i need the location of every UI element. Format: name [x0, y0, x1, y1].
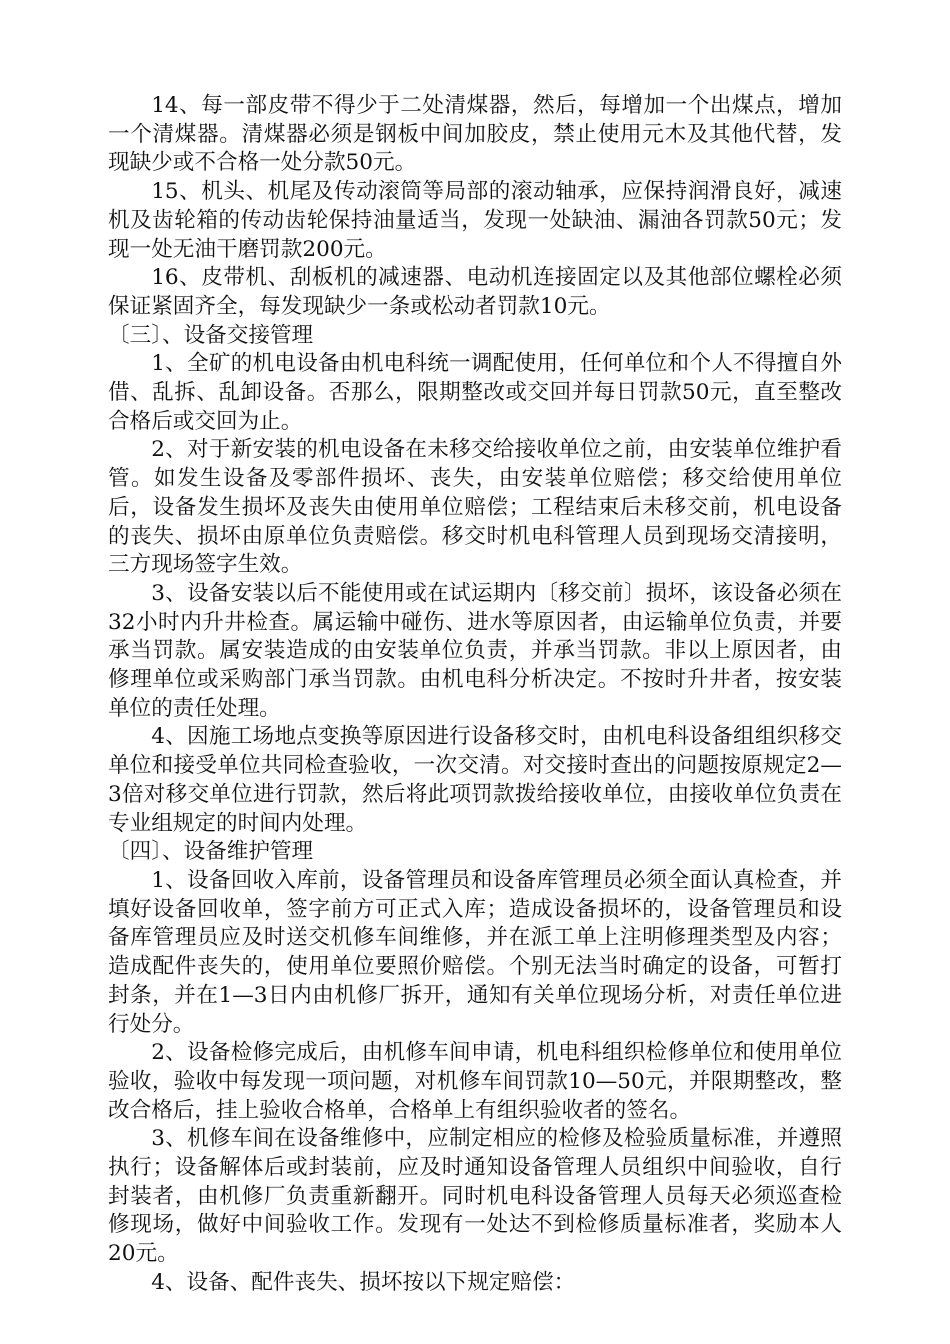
paragraph-item-16: 16、皮带机、刮板机的减速器、电动机连接固定以及其他部位螺栓必须保证紧固齐全，每发现缺少一条或松动者罚款10元。	[108, 265, 842, 319]
section-heading-4: 〔四〕、设备维护管理	[108, 839, 314, 865]
paragraph-handover-1: 1、全矿的机电设备由机电科统一调配使用，任何单位和个人不得擅自外借、乱拆、乱卸设备。否那么，限期整改或交回并每日罚款50元，直至整改合格后或交回为止。	[108, 351, 842, 434]
paragraph-maintenance-1: 1、设备回收入库前，设备管理员和设备库管理员必须全面认真检查，并填好设备回收单，签字前方可正式入库；造成设备损坏的，设备管理员和设备库管理员应及时送交机修车间维修，并在派工单上注明修理类型及内容；造成配件丧失的，使用单位要照价赔偿。个别无法当时确定的设备，可暂打封条，并在1—3日内由机修厂拆开，通知有关单位现场分析，对责任单位进行处分。	[108, 867, 842, 1037]
paragraph-maintenance-4: 4、设备、配件丧失、损坏按以下规定赔偿：	[151, 1269, 576, 1295]
paragraph-item-14: 14、每一部皮带不得少于二处清煤器，然后，每增加一个出煤点，增加一个清煤器。清煤器必须是钢板中间加胶皮，禁止使用元木及其他代替，发现缺少或不合格一处分款50元。	[108, 93, 842, 176]
paragraph-maintenance-3: 3、机修车间在设备维修中，应制定相应的检修及检验质量标准，并遵照执行；设备解体后或封装前，应及时通知设备管理人员组织中间验收，自行封装者，由机修厂负责重新翻开。同时机电科设备管理人员每天必须巡查检修现场，做好中间验收工作。发现有一处达不到检修质量标准者，奖励本人20元。	[108, 1126, 842, 1267]
paragraph-handover-2: 2、对于新安装的机电设备在未移交给接收单位之前，由安装单位维护看管。如发生设备及零部件损坏、丧失，由安装单位赔偿；移交给使用单位后，设备发生损坏及丧失由使用单位赔偿；工程结束后未移交前，机电设备的丧失、损坏由原单位负责赔偿。移交时机电科管理人员到现场交清接明，三方现场签字生效。	[108, 437, 842, 578]
paragraph-handover-3: 3、设备安装以后不能使用或在试运期内〔移交前〕损坏，该设备必须在32小时内升井检查。属运输中碰伤、进水等原因者，由运输单位负责，并要承当罚款。属安装造成的由安装单位负责，并承当罚款。非以上原因者，由修理单位或采购部门承当罚款。由机电科分析决定。不按时升井者，按安装单位的责任处理。	[108, 580, 842, 721]
section-heading-3: 〔三〕、设备交接管理	[108, 322, 314, 348]
paragraph-handover-4: 4、因施工场地点变换等原因进行设备移交时，由机电科设备组组织移交单位和接受单位共同检查验收，一次交清。对交接时查出的问题按原规定2—3倍对移交单位进行罚款，然后将此项罚款拨给接收单位，由接收单位负责在专业组规定的时间内处理。	[108, 724, 842, 836]
paragraph-maintenance-2: 2、设备检修完成后，由机修车间申请，机电科组织检修单位和使用单位验收，验收中每发现一项问题，对机修车间罚款10—50元，并限期整改，整改合格后，挂上验收合格单，合格单上有组织验收者的签名。	[108, 1040, 842, 1123]
document-page	[108, 92, 842, 1298]
paragraph-item-15: 15、机头、机尾及传动滚筒等局部的滚动轴承，应保持润滑良好，减速机及齿轮箱的传动齿轮保持油量适当，发现一处缺油、漏油各罚款50元；发现一处无油干磨罚款200元。	[108, 179, 842, 262]
